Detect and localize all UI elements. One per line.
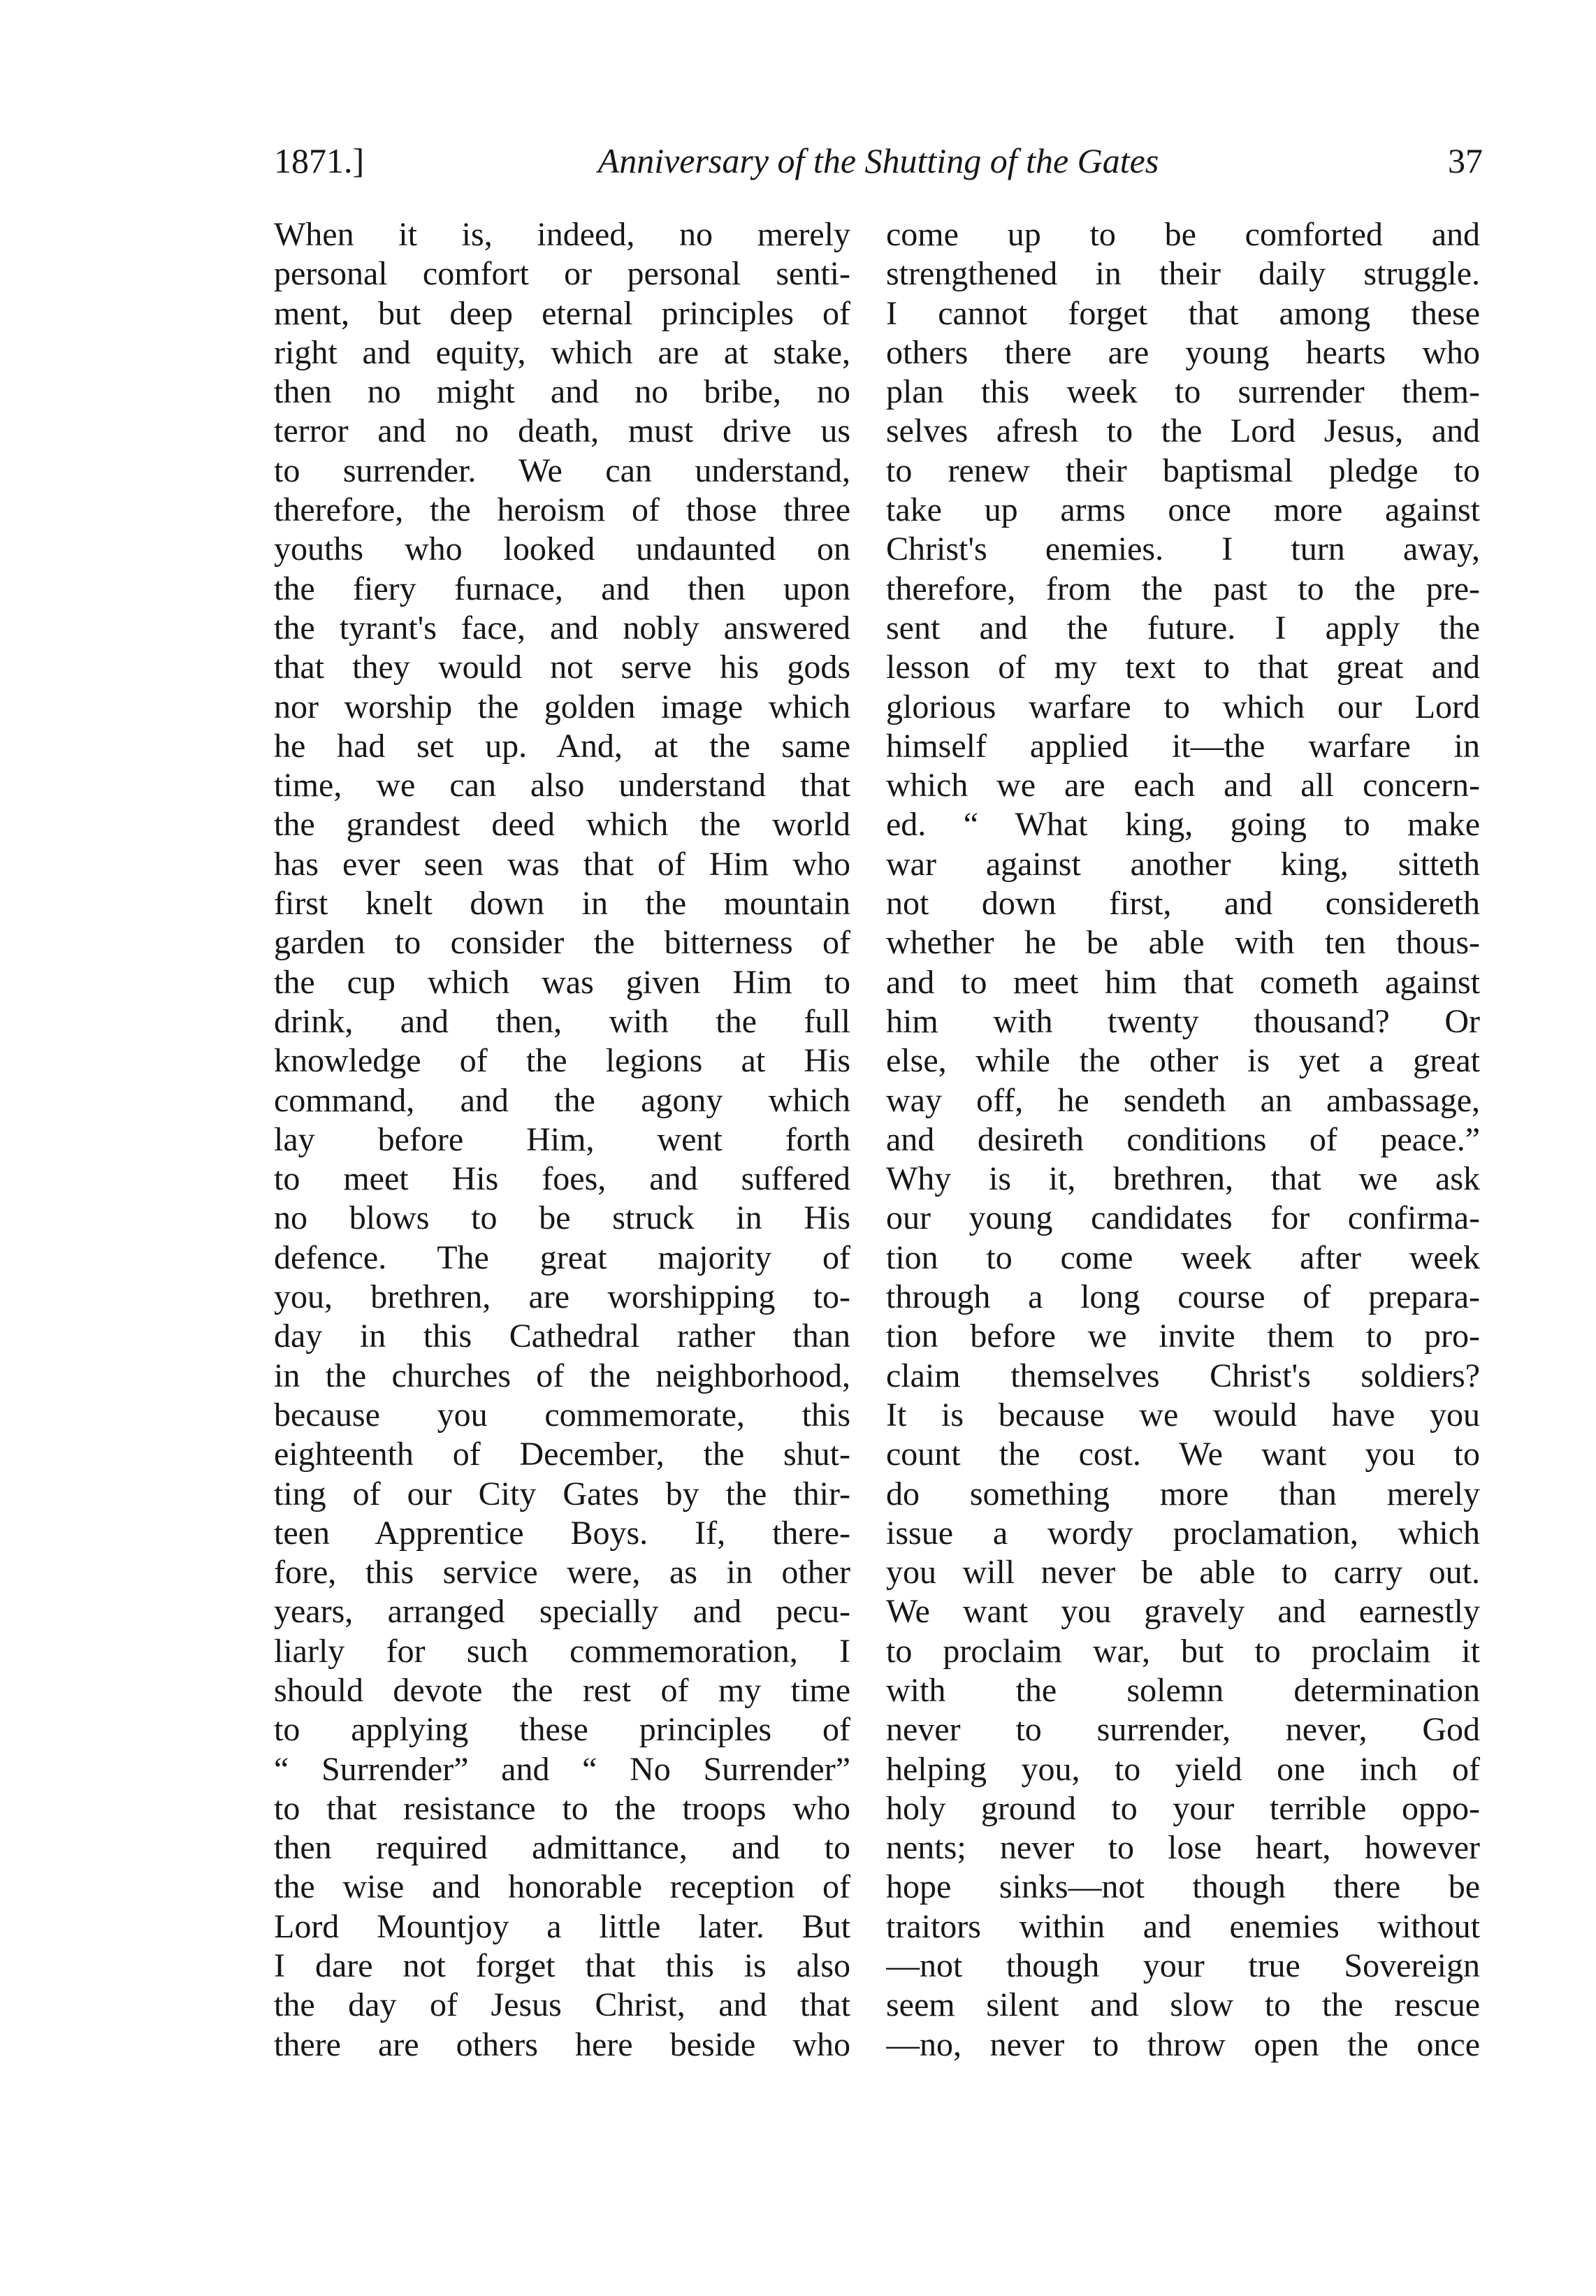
text-line: has ever seen was that of Him who bbox=[274, 845, 850, 883]
text-line: to renew their baptismal pledge to bbox=[886, 452, 1480, 489]
text-line: It is because we would have you bbox=[886, 1396, 1480, 1434]
text-line: defence. The great majority of bbox=[274, 1239, 850, 1276]
text-line: We want you gravely and earnestly bbox=[886, 1593, 1480, 1631]
text-line: come up to be comforted and bbox=[886, 216, 1480, 253]
text-line: youths who looked undaunted on bbox=[274, 530, 850, 568]
text-line: hope sinks—not though there be bbox=[886, 1868, 1480, 1906]
text-line: I dare not forget that this is also bbox=[274, 1947, 850, 1985]
text-line: then no might and no bribe, no bbox=[274, 373, 850, 411]
text-line: therefore, the heroism of those three bbox=[274, 491, 850, 529]
text-line: time, we can also understand that bbox=[274, 767, 850, 804]
text-line: ment, but deep eternal principles of bbox=[274, 294, 850, 332]
text-line: teen Apprentice Boys. If, there- bbox=[274, 1514, 850, 1552]
text-line: he had set up. And, at the same bbox=[274, 727, 850, 765]
text-line: because you commemorate, this bbox=[274, 1396, 850, 1434]
text-line: issue a wordy proclamation, which bbox=[886, 1514, 1480, 1552]
running-head bbox=[274, 133, 1483, 189]
text-line: do something more than merely bbox=[886, 1475, 1480, 1512]
text-line: to meet His foes, and suffered bbox=[274, 1160, 850, 1198]
text-line: years, arranged specially and pecu- bbox=[274, 1593, 850, 1631]
text-line: first knelt down in the mountain bbox=[274, 885, 850, 923]
text-line: whether he be able with ten thous- bbox=[886, 924, 1480, 962]
text-line: sent and the future. I apply the bbox=[886, 609, 1480, 647]
text-line: take up arms once more against bbox=[886, 491, 1480, 529]
left-text-column bbox=[274, 215, 850, 2065]
text-line: glorious warfare to which our Lord bbox=[886, 688, 1480, 725]
text-line: When it is, indeed, no merely bbox=[274, 216, 850, 253]
text-line: our young candidates for confirma- bbox=[886, 1199, 1480, 1237]
text-line: traitors within and enemies without bbox=[886, 1907, 1480, 1945]
text-line: tion before we invite them to pro- bbox=[886, 1317, 1480, 1355]
header-title: Anniversary of the Shutting of the Gates bbox=[597, 141, 1159, 180]
text-line: war against another king, sitteth bbox=[886, 845, 1480, 883]
text-line: “ Surrender” and “ No Surrender” bbox=[274, 1750, 850, 1788]
text-line: lay before Him, went forth bbox=[274, 1120, 850, 1158]
text-line: strengthened in their daily struggle. bbox=[886, 255, 1480, 293]
text-line: the day of Jesus Christ, and that bbox=[274, 1986, 850, 2024]
text-line: else, while the other is yet a great bbox=[886, 1042, 1480, 1080]
text-line: —no, never to throw open the once bbox=[886, 2026, 1480, 2063]
text-line: —not though your true Sovereign bbox=[886, 1947, 1480, 1985]
text-line: right and equity, which are at stake, bbox=[274, 333, 850, 371]
text-line: should devote the rest of my time bbox=[274, 1671, 850, 1709]
text-line: himself applied it—the warfare in bbox=[886, 727, 1480, 765]
text-line: drink, and then, with the full bbox=[274, 1002, 850, 1040]
text-line: which we are each and all concern- bbox=[886, 767, 1480, 804]
text-line: you will never be able to carry out. bbox=[886, 1554, 1480, 1591]
text-line: tion to come week after week bbox=[886, 1239, 1480, 1276]
text-line: nor worship the golden image which bbox=[274, 688, 850, 725]
text-line: Lord Mountjoy a little later. But bbox=[274, 1907, 850, 1945]
text-line: then required admittance, and to bbox=[274, 1829, 850, 1867]
text-line: command, and the agony which bbox=[274, 1081, 850, 1119]
text-line: knowledge of the legions at His bbox=[274, 1042, 850, 1080]
page-number: 37 bbox=[1448, 141, 1483, 180]
text-line: Christ's enemies. I turn away, bbox=[886, 530, 1480, 568]
text-line: Why is it, brethren, that we ask bbox=[886, 1160, 1480, 1198]
text-line: to surrender. We can understand, bbox=[274, 452, 850, 489]
text-line: the tyrant's face, and nobly answered bbox=[274, 609, 850, 647]
text-line: others there are young hearts who bbox=[886, 333, 1480, 371]
text-line: way off, he sendeth an ambassage, bbox=[886, 1081, 1480, 1119]
text-line: lesson of my text to that great and bbox=[886, 649, 1480, 686]
text-line: and desireth conditions of peace.” bbox=[886, 1120, 1480, 1158]
text-line: to that resistance to the troops who bbox=[274, 1789, 850, 1827]
right-text-column bbox=[886, 215, 1480, 2065]
text-line: you, brethren, are worshipping to- bbox=[274, 1278, 850, 1316]
text-line: seem silent and slow to the rescue bbox=[886, 1986, 1480, 2024]
text-line: not down first, and considereth bbox=[886, 885, 1480, 923]
text-line: the cup which was given Him to bbox=[274, 963, 850, 1001]
text-line: with the solemn determination bbox=[886, 1671, 1480, 1709]
text-line: him with twenty thousand? Or bbox=[886, 1002, 1480, 1040]
text-line: that they would not serve his gods bbox=[274, 649, 850, 686]
text-line: ed. “ What king, going to make bbox=[886, 806, 1480, 844]
text-line: garden to consider the bitterness of bbox=[274, 924, 850, 962]
text-line: and to meet him that cometh against bbox=[886, 963, 1480, 1001]
text-line: day in this Cathedral rather than bbox=[274, 1317, 850, 1355]
text-line: selves afresh to the Lord Jesus, and bbox=[886, 412, 1480, 450]
text-line: fore, this service were, as in other bbox=[274, 1554, 850, 1591]
text-line: terror and no death, must drive us bbox=[274, 412, 850, 450]
text-line: ting of our City Gates by the thir- bbox=[274, 1475, 850, 1512]
text-line: count the cost. We want you to bbox=[886, 1436, 1480, 1473]
text-line: in the churches of the neighborhood, bbox=[274, 1357, 850, 1394]
text-line: claim themselves Christ's soldiers? bbox=[886, 1357, 1480, 1394]
text-line: the fiery furnace, and then upon bbox=[274, 570, 850, 607]
text-line: I cannot forget that among these bbox=[886, 294, 1480, 332]
text-line: liarly for such commemoration, I bbox=[274, 1632, 850, 1670]
text-line: to applying these principles of bbox=[274, 1711, 850, 1749]
text-line: helping you, to yield one inch of bbox=[886, 1750, 1480, 1788]
text-line: plan this week to surrender them- bbox=[886, 373, 1480, 411]
text-line: the wise and honorable reception of bbox=[274, 1868, 850, 1906]
text-line: eighteenth of December, the shut- bbox=[274, 1436, 850, 1473]
text-line: there are others here beside who bbox=[274, 2026, 850, 2063]
text-line: holy ground to your terrible oppo- bbox=[886, 1789, 1480, 1827]
text-line: never to surrender, never, God bbox=[886, 1711, 1480, 1749]
text-line: personal comfort or personal senti- bbox=[274, 255, 850, 293]
text-line: nents; never to lose heart, however bbox=[886, 1829, 1480, 1867]
text-line: therefore, from the past to the pre- bbox=[886, 570, 1480, 607]
text-line: no blows to be struck in His bbox=[274, 1199, 850, 1237]
text-line: the grandest deed which the world bbox=[274, 806, 850, 844]
text-line: through a long course of prepara- bbox=[886, 1278, 1480, 1316]
text-line: to proclaim war, but to proclaim it bbox=[886, 1632, 1480, 1670]
header-year: 1871.] bbox=[274, 141, 365, 180]
